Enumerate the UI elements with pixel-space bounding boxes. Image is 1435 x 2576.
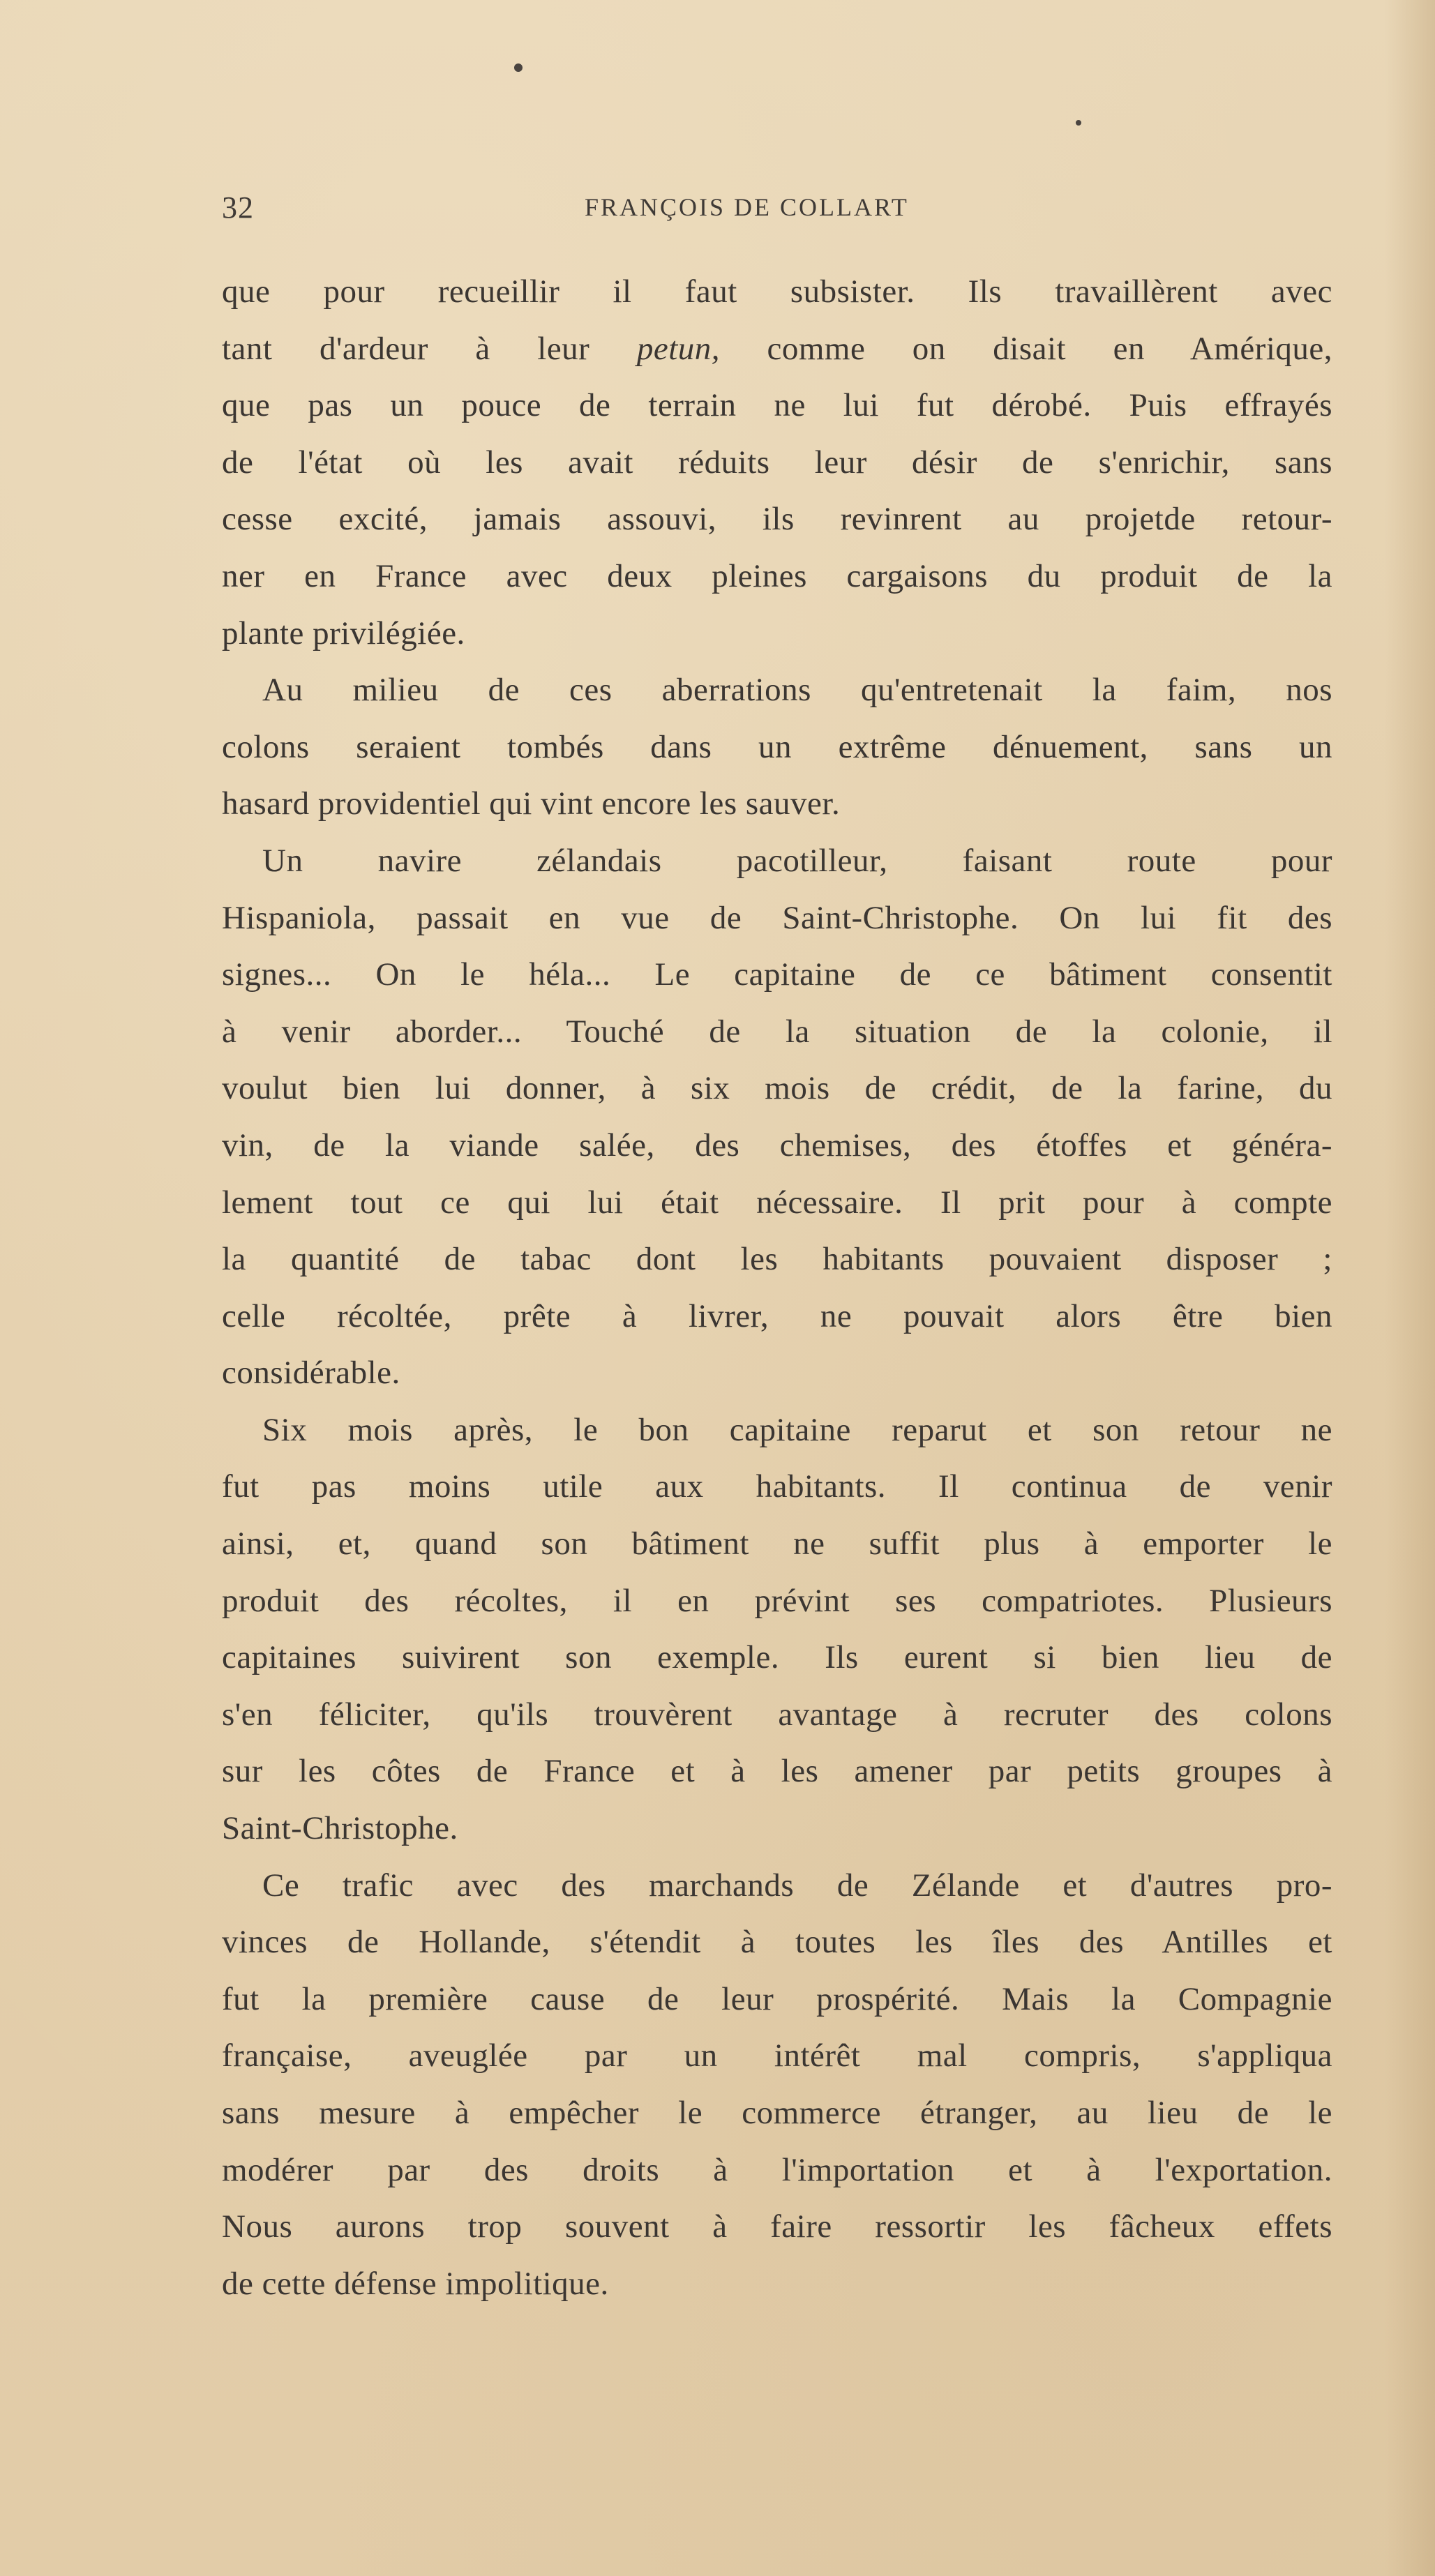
- text-line: de cette défense impolitique.: [222, 2265, 609, 2302]
- text-line: Au milieu de ces aberrations qu'entretenait la faim, nos: [262, 672, 1332, 709]
- running-head: FRANÇOIS DE COLLART: [585, 193, 909, 221]
- text-segment: tant d'ardeur à leur: [222, 330, 590, 367]
- text-line: hasard providentiel qui vint encore les sauver.: [222, 785, 841, 822]
- text-line: [222, 321, 1332, 378]
- page-number: 32: [222, 190, 254, 225]
- text-line: celle récoltée, prête à livrer, ne pouvait alors être bien: [222, 1297, 1332, 1334]
- text-line: sur les côtes de France et à les amener par petits groupes à: [222, 1753, 1332, 1790]
- ink-speck: [1076, 120, 1081, 126]
- text-line: Six mois après, le bon capitaine reparut et son retour ne: [262, 1411, 1332, 1448]
- text-line: vinces de Hollande, s'étendit à toutes les îles des Antilles et: [222, 1924, 1332, 1961]
- text-line: vin, de la viande salée, des chemises, des étoffes et généra-: [222, 1127, 1332, 1163]
- text-line: Nous aurons trop souvent à faire ressortir les fâcheux effets: [222, 2208, 1332, 2245]
- text-line: Un navire zélandais pacotilleur, faisant route pour: [262, 842, 1332, 879]
- text-line: ner en France avec deux pleines cargaisons du produit de la: [222, 557, 1332, 594]
- text-line: cesse excité, jamais assouvi, ils revinrent au projetde retour-: [222, 501, 1332, 538]
- text-segment: comme on disait en Amérique,: [767, 330, 1333, 367]
- text-line: Ce trafic avec des marchands de Zélande et d'autres pro-: [262, 1867, 1332, 1904]
- text-line: s'en féliciter, qu'ils trouvèrent avantage à recruter des colons: [222, 1696, 1332, 1733]
- text-line: ainsi, et, quand son bâtiment ne suffit plus à emporter le: [222, 1526, 1332, 1562]
- text-line: signes... On le héla... Le capitaine de ce bâtiment consentit: [222, 956, 1332, 993]
- text-line: Saint-Christophe.: [222, 1810, 458, 1847]
- text-line: de l'état où les avait réduits leur désir de s'enrichir, sans: [222, 444, 1332, 481]
- text-line: fut la première cause de leur prospérité. Mais la Compagnie: [222, 1980, 1332, 2017]
- text-line: sans mesure à empêcher le commerce étranger, au lieu de le: [222, 2095, 1332, 2131]
- page-header: [222, 190, 1338, 229]
- text-line: plante privilégiée.: [222, 615, 465, 651]
- body-text: [222, 264, 1332, 2312]
- text-line: à venir aborder... Touché de la situation de la colonie, il: [222, 1013, 1332, 1050]
- text-line: colons seraient tombés dans un extrême dénuement, sans un: [222, 728, 1332, 765]
- text-line: que pas un pouce de terrain ne lui fut dérobé. Puis effrayés: [222, 387, 1332, 424]
- text-line: modérer par des droits à l'importation et à l'exportation.: [222, 2151, 1332, 2188]
- text-line: produit des récoltes, il en prévint ses compatriotes. Plusieurs: [222, 1582, 1332, 1619]
- text-line: considérable.: [222, 1355, 400, 1392]
- text-line: Hispaniola, passait en vue de Saint-Christophe. On lui fit des: [222, 899, 1332, 936]
- text-line: lement tout ce qui lui était nécessaire. Il prit pour à compte: [222, 1184, 1332, 1221]
- text-line: la quantité de tabac dont les habitants pouvaient disposer ;: [222, 1241, 1332, 1278]
- text-line: capitaines suivirent son exemple. Ils eurent si bien lieu de: [222, 1639, 1332, 1676]
- ink-speck: [514, 63, 523, 72]
- text-line: française, aveuglée par un intérêt mal compris, s'appliqua: [222, 2038, 1332, 2074]
- italic-word: petun,: [636, 330, 720, 367]
- text-line: que pour recueillir il faut subsister. Ils travaillèrent avec: [222, 273, 1332, 310]
- text-line: fut pas moins utile aux habitants. Il continua de venir: [222, 1468, 1332, 1505]
- page-edge-shadow: [1385, 0, 1435, 2576]
- text-line: voulut bien lui donner, à six mois de crédit, de la farine, du: [222, 1070, 1332, 1107]
